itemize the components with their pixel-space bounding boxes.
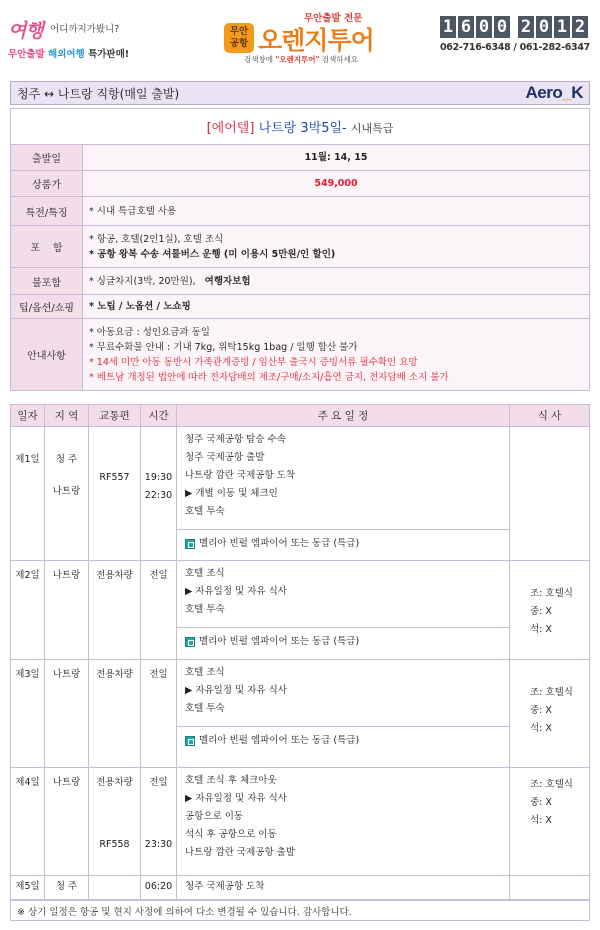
day-schedule: 청주 국제공항 도착 [177, 876, 510, 901]
row-label: 팁/옵션/쇼핑 [11, 295, 83, 319]
phone-digit: 6 [458, 16, 474, 38]
notice-item: * 14세 미만 아동 동반시 가족관계증빙 / 임산부 출국시 증빙서류 필수확인 요망 [89, 356, 418, 368]
page-header [0, 0, 600, 78]
day-transport [89, 768, 141, 876]
meal-item: 조: 호텔식 [530, 687, 573, 698]
orange-tour-logo[interactable] [224, 10, 394, 66]
day-schedule [177, 768, 510, 876]
phone-digit: 0 [476, 16, 492, 38]
col-header: 지 역 [45, 405, 89, 427]
phone-digit: 0 [494, 16, 510, 38]
col-header: 식 사 [510, 405, 590, 427]
slogan-part: 특가판매! [88, 49, 130, 60]
day-label: 제4일 [11, 768, 45, 876]
row-label: 특전/특징 [11, 197, 83, 226]
day-times: 전일 [141, 561, 177, 660]
tip-option-shopping: * 노팁 / 노옵션 / 노쇼핑 [83, 295, 590, 319]
travel-logo[interactable] [8, 16, 148, 64]
phone-digit: 0 [536, 16, 552, 38]
excluded-item: * 싱글차지(3박, 20만원), [89, 275, 196, 287]
itinerary-day-row [11, 427, 590, 561]
slogan-part: 해외여행 [48, 49, 85, 60]
schedule-item: ▶ 자유일정 및 자유 식사 [185, 793, 287, 804]
day-locations: 나트랑 [45, 660, 89, 768]
product-price: 549,000 [83, 171, 590, 197]
day-meals [510, 427, 590, 561]
travel-logo-question: 어디까지가봤니? [50, 24, 120, 35]
meal-list [516, 664, 583, 738]
headline-product: 나트랑 3박5일 [258, 121, 343, 136]
time-text: 22:30 [144, 490, 173, 501]
schedule-item: 호텔 조식 [185, 568, 225, 579]
itinerary-day-row [11, 561, 590, 660]
col-header: 일자 [11, 405, 45, 427]
schedule-item: 나트랑 깜란 국제공항 출발 [185, 847, 296, 858]
day-locations: 나트랑 [45, 561, 89, 660]
airline-logo [526, 83, 583, 103]
airline-logo-accent: _ [562, 83, 572, 102]
meal-item: 석: X [530, 723, 552, 734]
phone-digit: 2 [518, 16, 534, 38]
muan-airport-badge [224, 23, 254, 53]
departure-dates: 11월: 14, 15 [83, 145, 590, 171]
hotel-icon [185, 539, 195, 549]
meal-item: 중: X [530, 797, 552, 808]
schedule-item: 청주 국제공항 출발 [185, 452, 265, 463]
time-text: 23:30 [144, 839, 173, 850]
hotel-line [177, 726, 509, 752]
meal-list [516, 772, 583, 830]
brand-tagline: 무안출발 전문 [304, 13, 363, 24]
travel-logo-mark: 여행 [8, 20, 43, 42]
route-title-bar [10, 81, 590, 105]
schedule-item: ▶ 개별 이동 및 체크인 [185, 488, 278, 499]
notice-item: * 아동요금 : 성인요금과 동일 [89, 326, 210, 338]
day-transport [89, 427, 141, 561]
schedule-item: 호텔 투숙 [185, 506, 225, 517]
day-meals [510, 768, 590, 876]
location-text: 나트랑 [52, 486, 81, 497]
phone-digit-gap [512, 16, 516, 38]
hotel-name[interactable]: 멜리아 빈펄 엠파이어 또는 동급 (특급) [199, 538, 360, 549]
product-headline [11, 109, 590, 145]
schedule-item: 호텔 투숙 [185, 604, 225, 615]
day-meals [510, 561, 590, 660]
day-text: 제1일 [15, 454, 40, 465]
headline-dash: - [342, 121, 347, 136]
time-text: 19:30 [144, 472, 173, 483]
schedule-item: 청주 국제공항 탑승 수속 [185, 434, 286, 445]
features-text: * 시내 특급호텔 사용 [83, 197, 590, 226]
location-text: 청 주 [55, 454, 78, 465]
flight-number: RF557 [99, 472, 130, 483]
notice-list [83, 319, 590, 391]
footnote: ※ 상기 일정은 항공 및 현지 사정에 의하여 다소 변경될 수 있습니다. 감사합니다. [10, 899, 590, 921]
row-label: 불포함 [11, 268, 83, 295]
hotel-line [177, 529, 509, 555]
meal-item: 조: 호텔식 [530, 588, 573, 599]
day-label: 제2일 [11, 561, 45, 660]
row-label: 출발일 [11, 145, 83, 171]
hotel-line [177, 627, 509, 653]
day-locations: 청 주 [45, 876, 89, 901]
search-hint-part: 검색창에 [244, 55, 276, 64]
day-meals [510, 876, 590, 901]
hotel-icon [185, 736, 195, 746]
included-item: * 공항 왕복 수송 셔틀버스 운행 (미 이용시 5만원/인 할인) [89, 248, 336, 260]
day-transport: 전용차량 [89, 660, 141, 768]
col-header: 시간 [141, 405, 177, 427]
day-times [141, 427, 177, 561]
flight-number: RF558 [99, 839, 130, 850]
included-item: * 항공, 호텔(2인1실), 호텔 조식 [89, 233, 224, 245]
badge-line: 공항 [229, 38, 249, 49]
meal-item: 석: X [530, 624, 552, 635]
row-label: 포 함 [11, 226, 83, 268]
row-label: 안내사항 [11, 319, 83, 391]
meal-item: 중: X [530, 606, 552, 617]
itinerary-day-row [11, 876, 590, 901]
phone-digit: 2 [572, 16, 588, 38]
product-info-table [10, 108, 590, 391]
phone-digit: 1 [554, 16, 570, 38]
day-schedule [177, 561, 510, 660]
day-schedule [177, 660, 510, 768]
day-transport [89, 876, 141, 901]
time-text: 전일 [149, 777, 168, 788]
contact-block [440, 16, 590, 53]
day-meals [510, 660, 590, 768]
transport-text: 전용차량 [96, 777, 133, 788]
hotel-name[interactable]: 멜리아 빈펄 엠파이어 또는 동급 (특급) [199, 636, 360, 647]
meal-list [516, 565, 583, 639]
notice-item: * 베트남 개정된 법안에 따라 전자담배의 제조/구매/소지/흡연 금지, 전자담배 소지 불가 [89, 371, 449, 383]
headline-type: [에어텔] [206, 121, 255, 136]
hotel-name[interactable]: 멜리아 빈펄 엠파이어 또는 동급 (특급) [199, 735, 360, 746]
schedule-item: ▶ 자유일정 및 자유 식사 [185, 586, 287, 597]
itinerary-header-row [11, 405, 590, 427]
phone-digit: 1 [440, 16, 456, 38]
included-list [83, 226, 590, 268]
schedule-item: 호텔 투숙 [185, 703, 225, 714]
col-header: 주 요 일 정 [177, 405, 510, 427]
search-hint-keyword: "오렌지투어" [275, 55, 320, 64]
schedule-item: 공항으로 이동 [185, 811, 244, 822]
meal-item: 석: X [530, 815, 552, 826]
itinerary-table [10, 404, 590, 901]
slogan-part: 무안출발 [8, 49, 45, 60]
hotel-icon [185, 637, 195, 647]
day-transport: 전용차량 [89, 561, 141, 660]
day-label: 제3일 [11, 660, 45, 768]
day-label: 제5일 [11, 876, 45, 901]
col-header: 교통편 [89, 405, 141, 427]
schedule-item: 석식 후 공항으로 이동 [185, 829, 277, 840]
meal-item: 중: X [530, 705, 552, 716]
route-title: 청주 ↔ 나트랑 직항(매일 출발) [17, 86, 180, 101]
day-locations: 나트랑 [45, 768, 89, 876]
excluded-item: 여행자보험 [204, 275, 251, 287]
day-times [141, 768, 177, 876]
day-locations [45, 427, 89, 561]
schedule-item: ▶ 자유일정 및 자유 식사 [185, 685, 287, 696]
day-times: 전일 [141, 660, 177, 768]
day-label [11, 427, 45, 561]
meal-item: 조: 호텔식 [530, 779, 573, 790]
brand-name: 오렌지투어 [258, 26, 374, 55]
airline-logo-main: Aero [525, 83, 563, 102]
itinerary-day-row [11, 660, 590, 768]
phone-numbers[interactable]: 062-716-6348 / 061-282-6347 [440, 42, 590, 53]
day-times: 06:20 [141, 876, 177, 901]
row-label: 상품가 [11, 171, 83, 197]
headline-grade: 시내특급 [350, 122, 394, 135]
notice-item: * 무료수화물 안내 : 기내 7kg, 위탁15kg 1bag / 일행 합산 불가 [89, 341, 358, 353]
itinerary-day-row [11, 768, 590, 876]
excluded-list [83, 268, 590, 295]
airline-logo-end: K [571, 83, 583, 102]
day-schedule [177, 427, 510, 561]
travel-logo-slogan [8, 46, 129, 60]
search-hint-part: 검색하세요 [319, 55, 359, 64]
schedule-item: 나트랑 깜란 국제공항 도착 [185, 470, 296, 481]
search-hint [244, 54, 358, 65]
badge-line: 무안 [229, 26, 249, 37]
schedule-item: 호텔 조식 후 체크아웃 [185, 775, 277, 786]
schedule-item: 호텔 조식 [185, 667, 225, 678]
phone-digits[interactable] [440, 16, 590, 38]
